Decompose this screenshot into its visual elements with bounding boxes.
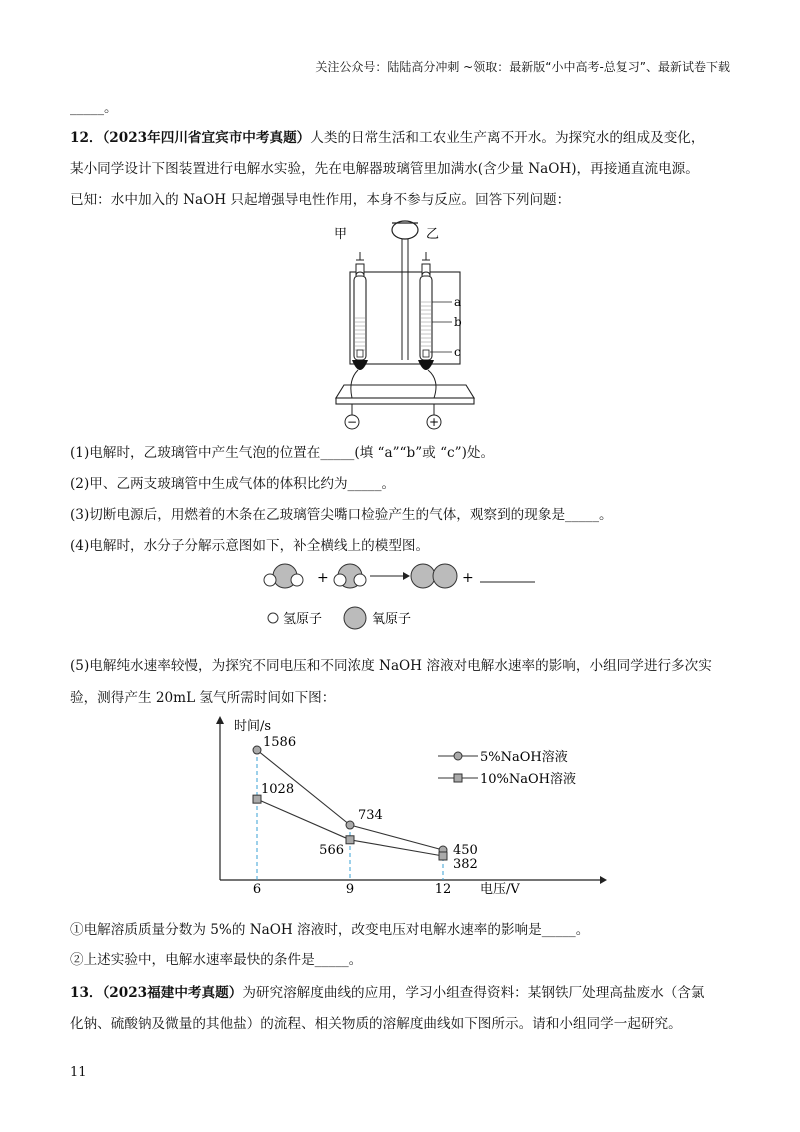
legend-marker-5pct <box>454 752 462 760</box>
top-answer-blank: _____。 <box>70 100 118 116</box>
point-s1-x6 <box>253 795 261 803</box>
q13-text-2: 化钠、硫酸钠及微量的其他盐）的流程、相关物质的溶解度曲线如下图所示。请和小组同学一起研究。 <box>70 1016 682 1032</box>
legend-label-5pct: 5%NaOH溶液 <box>480 750 568 765</box>
q12-intro-1: 人类的日常生活和工农业生产离不开水。为探究水的组成及变化， <box>310 130 705 146</box>
q12-line-1 <box>70 128 705 148</box>
q13-line-1 <box>70 983 705 1003</box>
label-b: b <box>454 315 462 329</box>
data-label-s1-x6: 1028 <box>261 782 295 798</box>
q13-number: 13． <box>70 985 103 1001</box>
data-label-s0-x6: 1586 <box>263 735 297 751</box>
data-label-s0-x12: 450 <box>453 843 478 858</box>
point-s1-x12 <box>439 852 447 860</box>
data-label-s1-x9: 566 <box>319 842 344 858</box>
y-axis-label: 时间/s <box>234 719 272 734</box>
plus-terminal: + <box>428 415 440 429</box>
q13-text-1: 为研究溶解度曲线的应用，学习小组查得资料：某钢铁厂处理高盐废水（含氯 <box>242 985 705 1001</box>
minus-terminal: − <box>346 415 358 429</box>
page-header: 关注公众号：陆陆高分冲刺 ~领取：最新版“小中高考-总复习”、最新试卷下载 <box>315 60 730 74</box>
point-s0-x9 <box>346 821 354 829</box>
q12-sub-5-q2: ②上述实验中，电解水速率最快的条件是_____。 <box>70 952 363 968</box>
q12-sub-5-q1: ①电解溶质质量分数为 5%的 NaOH 溶液时，改变电压对电解水速率的影响是_____。 <box>70 922 590 938</box>
x-axis-label: 电压/V <box>480 882 520 897</box>
x-tick-label-9: 9 <box>345 882 355 897</box>
data-label-s0-x9: 734 <box>358 808 383 824</box>
legend-marker-10pct <box>454 774 462 782</box>
label-jia: 甲 <box>334 227 348 242</box>
legend-oxygen: 氧原子 <box>372 612 412 627</box>
q12-sub-5-line-2: 验，测得产生 20mL 氢气所需时间如下图： <box>70 690 336 706</box>
legend-label-10pct: 10%NaOH溶液 <box>480 772 577 787</box>
chart-marks <box>253 735 478 897</box>
model-plus-1: + <box>317 570 329 586</box>
point-s0-x6 <box>253 746 261 754</box>
q12-sub-4: (4)电解时，水分子分解示意图如下，补全横线上的模型图。 <box>70 538 430 554</box>
electrolysis-apparatus-diagram <box>330 220 480 435</box>
chart-legend <box>438 749 576 787</box>
q12-sub-3: (3)切断电源后，用燃着的木条在乙玻璃管尖嘴口检验产生的气体，观察到的现象是_____。 <box>70 507 613 523</box>
q12-intro-3: 已知：水中加入的 NaOH 只起增强导电性作用，本身不参与反应。回答下列问题： <box>70 192 571 208</box>
label-yi: 乙 <box>426 227 440 242</box>
point-s1-x9 <box>346 836 354 844</box>
legend-hydrogen: 氢原子 <box>283 612 323 627</box>
label-c: c <box>454 345 461 359</box>
data-label-s1-x12: 382 <box>453 856 478 872</box>
q12-number: 12． <box>70 130 103 146</box>
electrolysis-time-chart <box>200 710 610 900</box>
q12-intro-2: 某小同学设计下图装置进行电解水实验，先在电解器玻璃管里加满水(含少量 NaOH)，再接通直流电源。 <box>70 161 699 177</box>
page-number: 11 <box>70 1065 87 1080</box>
q12-sub-1: (1)电解时，乙玻璃管中产生气泡的位置在_____(填 “a”“b”或 “c”)处。 <box>70 445 495 461</box>
q12-sub-2: (2)甲、乙两支玻璃管中生成气体的体积比约为_____。 <box>70 476 396 492</box>
q12-source: （2023年四川省宜宾市中考真题） <box>102 130 311 146</box>
model-plus-2: + <box>462 570 474 586</box>
x-tick-label-12: 12 <box>434 882 452 897</box>
label-a: a <box>454 295 462 309</box>
x-tick-label-6: 6 <box>252 882 262 897</box>
molecule-model-diagram <box>255 558 555 633</box>
q12-sub-5-line-1: (5)电解纯水速率较慢，为探究不同电压和不同浓度 NaOH 溶液对电解水速率的影响，小组同学进行多次实 <box>70 658 712 674</box>
q13-source: （2023福建中考真题） <box>102 985 243 1001</box>
